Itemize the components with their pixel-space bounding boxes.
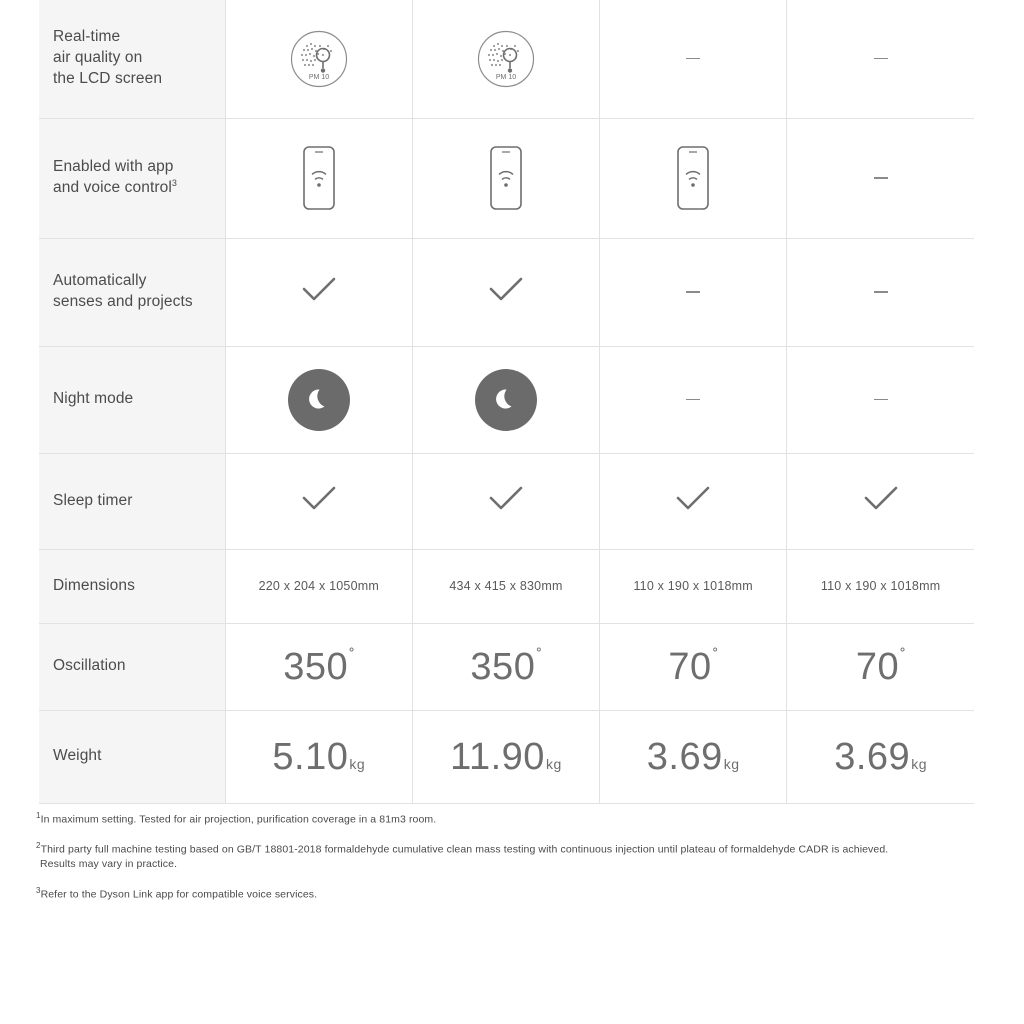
cell-air-quality-col4 — [787, 0, 974, 118]
row-label-line: Night mode — [53, 390, 134, 408]
oscillation-number: 350 — [283, 645, 349, 688]
cell-weight-col2 — [412, 710, 599, 803]
row-label-auto-senses — [39, 238, 225, 346]
row-label-air-quality — [39, 0, 225, 118]
table-row — [39, 118, 974, 238]
table-row — [39, 453, 974, 549]
weight-value — [450, 736, 562, 778]
cell-auto-senses-col2 — [412, 238, 599, 346]
degree-unit: ˚ — [349, 645, 356, 665]
footnote-2 — [36, 840, 986, 873]
check-icon — [864, 486, 898, 512]
footnotes-section — [36, 810, 986, 914]
kg-unit: kg — [911, 755, 927, 772]
oscillation-value — [470, 646, 541, 688]
kg-unit: kg — [349, 755, 366, 772]
row-label-line: Dimensions — [53, 576, 135, 594]
cell-air-quality-col2 — [412, 0, 599, 118]
pm10-icon — [413, 30, 599, 88]
moon-icon — [288, 369, 350, 431]
weight-number: 11.90 — [450, 735, 545, 778]
row-label-line — [53, 177, 211, 199]
row-label-sleep-timer — [39, 453, 225, 549]
row-label-oscillation — [39, 623, 225, 710]
dash-icon — [686, 58, 700, 60]
dimensions-value: 434 x 415 x 830mm — [449, 579, 563, 593]
cell-weight-col4 — [787, 710, 974, 803]
table-row — [39, 346, 974, 453]
cell-air-quality-col1 — [225, 0, 412, 118]
cell-app-voice-col3 — [600, 118, 787, 238]
cell-night-mode-col3 — [600, 346, 787, 453]
weight-number: 3.69 — [834, 735, 911, 778]
dimensions-value: 110 x 190 x 1018mm — [633, 579, 753, 593]
dash-icon — [874, 291, 888, 293]
cell-sleep-timer-col3 — [600, 453, 787, 549]
check-icon — [302, 277, 336, 303]
cell-app-voice-col2 — [412, 118, 599, 238]
cell-oscillation-col4 — [787, 623, 974, 710]
row-label-dimensions — [39, 549, 225, 623]
footnote-marker: 3 — [36, 885, 41, 895]
footnote-marker: 2 — [36, 840, 41, 850]
cell-auto-senses-col1 — [225, 238, 412, 346]
cell-app-voice-col4 — [787, 118, 974, 238]
cell-oscillation-col3 — [600, 623, 787, 710]
dash-icon — [874, 177, 888, 179]
check-icon — [489, 486, 523, 512]
weight-number: 3.69 — [646, 735, 723, 778]
row-label-line: Real-time — [53, 28, 121, 46]
cell-night-mode-col1 — [225, 346, 412, 453]
row-label-text: and voice control — [53, 179, 172, 197]
cell-dimensions-col3 — [600, 549, 787, 623]
row-label-line: the LCD screen — [53, 70, 163, 88]
row-label-night-mode — [39, 346, 225, 453]
oscillation-value — [283, 646, 354, 688]
table-row — [39, 0, 974, 118]
table-row — [39, 549, 974, 623]
cell-night-mode-col4 — [787, 346, 974, 453]
cell-auto-senses-col4 — [787, 238, 974, 346]
dimensions-value: 110 x 190 x 1018mm — [820, 579, 941, 593]
cell-weight-col3 — [600, 710, 787, 803]
weight-value — [272, 736, 365, 778]
check-icon — [302, 486, 336, 512]
cell-air-quality-col3 — [600, 0, 787, 118]
dash-icon — [874, 58, 888, 60]
oscillation-value — [668, 646, 717, 688]
cell-dimensions-col2 — [412, 549, 599, 623]
kg-unit: kg — [723, 755, 740, 772]
degree-unit: ˚ — [900, 645, 907, 665]
check-icon — [489, 277, 523, 303]
product-comparison-table — [39, 0, 974, 804]
degree-unit: ˚ — [712, 645, 719, 665]
cell-weight-col1 — [225, 710, 412, 803]
row-label-line: Sleep timer — [53, 491, 133, 509]
footnote-text-cont: Results may vary in practice. — [40, 858, 178, 871]
check-icon — [676, 486, 710, 512]
footnote-3 — [36, 885, 986, 903]
oscillation-number: 350 — [470, 645, 536, 688]
row-label-line: Enabled with app — [53, 157, 174, 175]
pm10-label: PM 10 — [495, 73, 517, 81]
cell-oscillation-col1 — [225, 623, 412, 710]
table-row — [39, 623, 974, 710]
dash-icon — [874, 399, 888, 401]
row-label-app-voice — [39, 118, 225, 238]
cell-dimensions-col4 — [787, 549, 974, 623]
footnote-text: Third party full machine testing based on GB/T 18801-2018 formaldehyde cumulative clean mass testing with continuous injection until plateau of formaldehyde CADR is achieved. — [40, 843, 889, 856]
pm10-icon — [226, 30, 412, 88]
dash-icon — [686, 399, 700, 401]
weight-value — [834, 736, 927, 778]
oscillation-number: 70 — [668, 645, 712, 688]
phone-wifi-icon — [413, 146, 599, 210]
dimensions-value: 220 x 204 x 1050mm — [258, 579, 379, 593]
moon-icon — [475, 369, 537, 431]
pm10-label: PM 10 — [308, 73, 329, 81]
row-label-line: Weight — [53, 747, 102, 765]
dash-icon — [686, 291, 700, 293]
cell-oscillation-col2 — [412, 623, 599, 710]
cell-dimensions-col1 — [225, 549, 412, 623]
cell-sleep-timer-col2 — [412, 453, 599, 549]
phone-wifi-icon — [600, 146, 786, 210]
cell-night-mode-col2 — [412, 346, 599, 453]
footnote-marker: 1 — [36, 811, 41, 820]
cell-sleep-timer-col1 — [225, 453, 412, 549]
oscillation-value — [856, 646, 905, 688]
degree-unit: ˚ — [536, 645, 543, 665]
table-row — [39, 238, 974, 346]
table-row — [39, 710, 974, 803]
row-label-line: Oscillation — [53, 657, 126, 675]
kg-unit: kg — [545, 755, 562, 772]
footnote-1 — [36, 810, 986, 828]
footnote-text: In maximum setting. Tested for air projection, purification coverage in a 81m3 room. — [40, 813, 437, 826]
footnote-marker: 3 — [171, 178, 177, 189]
row-label-line: senses and projects — [53, 293, 193, 310]
footnote-text: Refer to the Dyson Link app for compatible voice services. — [40, 888, 318, 901]
row-label-line: Automatically — [53, 272, 147, 290]
weight-value — [647, 736, 740, 778]
row-label-weight — [39, 710, 225, 803]
weight-number: 5.10 — [272, 735, 349, 778]
row-label-line: air quality on — [53, 49, 143, 67]
cell-sleep-timer-col4 — [787, 453, 974, 549]
phone-wifi-icon — [226, 146, 412, 210]
cell-app-voice-col1 — [225, 118, 412, 238]
oscillation-number: 70 — [855, 645, 900, 688]
cell-auto-senses-col3 — [600, 238, 787, 346]
